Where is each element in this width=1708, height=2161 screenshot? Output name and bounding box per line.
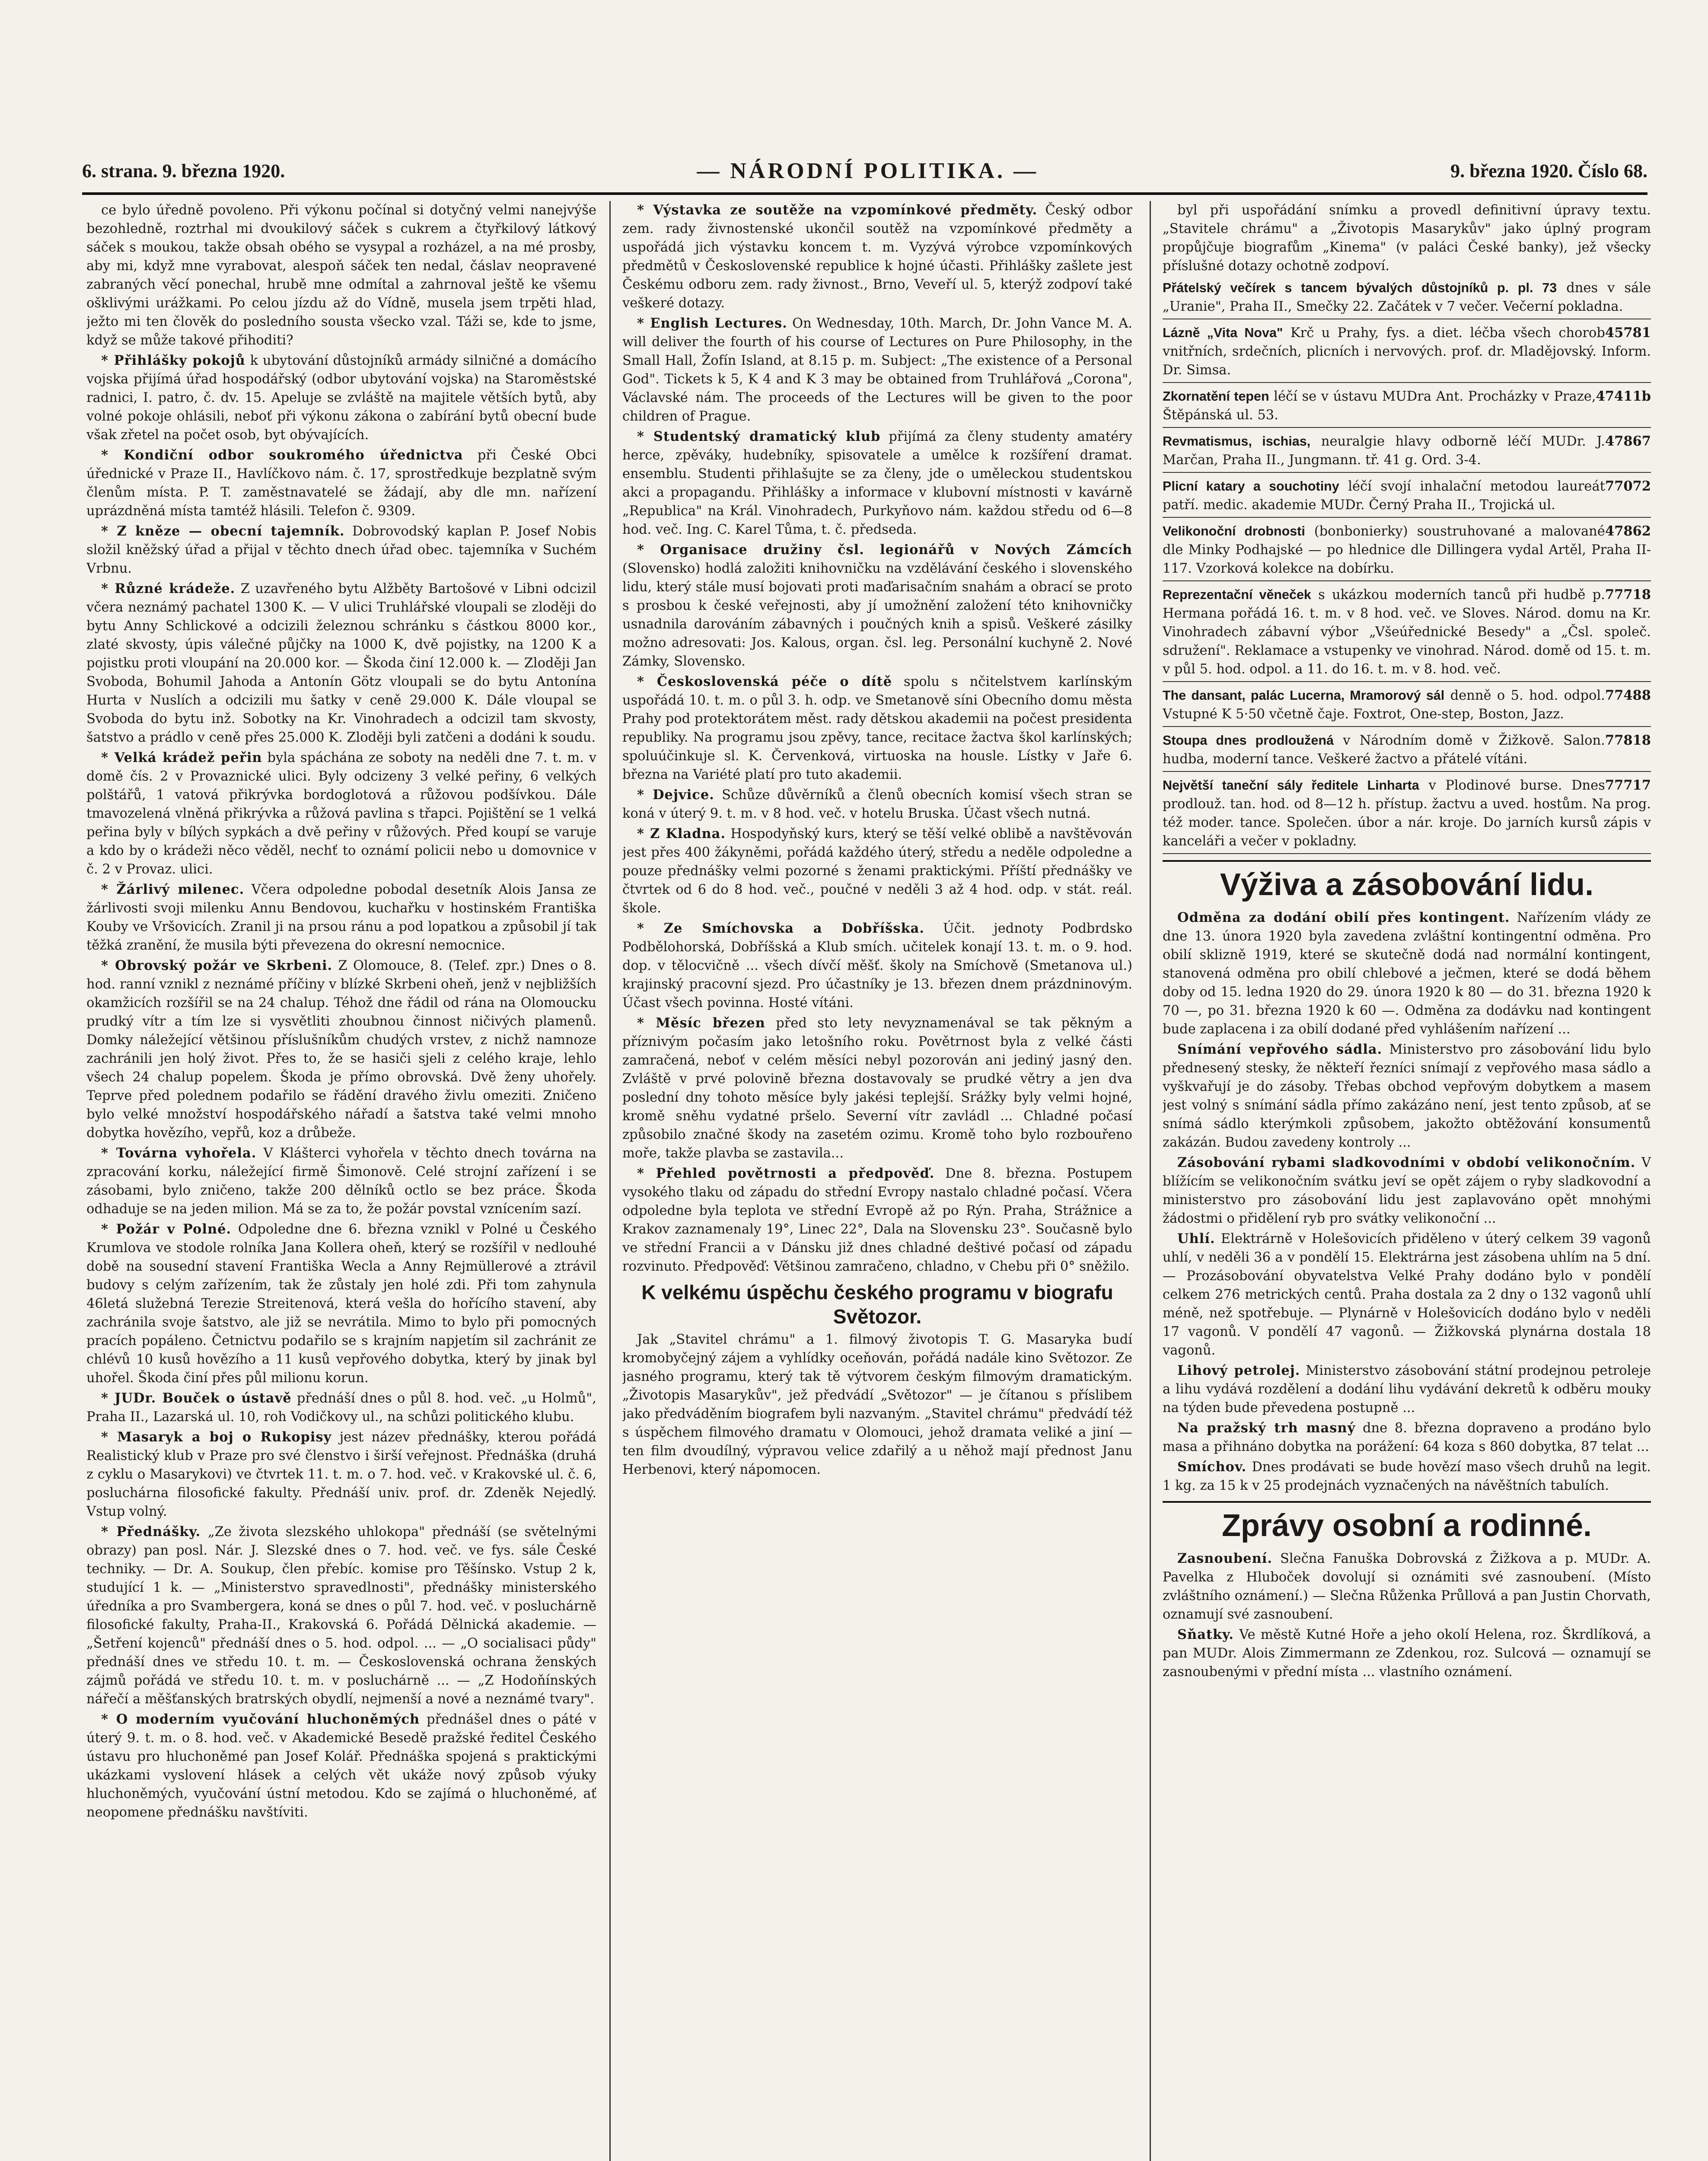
news-item-text: přednáší dnes o půl 8. hod. več. „u Holmů", Praha II., Lazarská ul. 10, roh Vodičkovy ul., na schůzi politického klubu. [86, 1391, 596, 1425]
news-item [86, 1220, 596, 1387]
news-item-text: Dnes prodávati se bude hovězí maso všech druhů na legit. 1 kg. za 15 k v 25 prodejnách vyznačených na návěštních tabulích. [1163, 1460, 1651, 1493]
ad-text: léčí svojí inhalační metodou laureát patří. medic. akademie MUDr. Černý Praha II., Trojická ul. [1163, 479, 1605, 513]
news-item-text: před sto lety nevyznamenával se tak pěkným a příznivým počasím jako letošního roku. Povětrnost byla z velké části zamračená, neboť v celém měsíci nebyl pozorován ani jediný jasný den. Zvláště v prvé polovině března dostavovaly se prudké větry a jen dva poslední dny tohoto měsíce byly jakési teplejší. Srážky byly velmi hojné, kromě sněhu vydatné pršelo. Severní vítr zavládl ... Chladné počasí způsobilo značné škody na zasetém ozimu. Kromě toho bylo rozbouřeno moře, takže plavba se zastavila... [622, 1016, 1132, 1161]
news-item-heading: * Československá péče o dítě [637, 674, 892, 689]
news-item-text: Hospodyňský kurs, který se těší velké oblibě a navštěvován jest přes 400 žákyněmi, pořádá každého úterý, středu a neděle odpoledne a pouze přednášky velmi pozorné s ženami praktickými. Příští přednášky ve čtvrtek od 6 do 8 hod. več., poučné v neděli 3 až 4 hod. odp. v stát. reál. škole. [622, 826, 1132, 916]
news-item [86, 749, 596, 879]
column-3 [1163, 201, 1651, 2161]
news-item-text: byla spáchána ze soboty na neděli dne 7. t. m. v domě čís. 2 v Provaznické ulici. Byly odcizeny 3 velké peřiny, 6 velkých polštářů, 1 vatová přikrývka bordoglotová a růžovou podšívkou. Dále tmavozelená vlněná přikrývka a růžová pavlina s třapci. Pojištění se 1 velká peřina byly v bílých sypkách a dvě peřiny v růžových. Před koupí se varuje a kdo by o krádeži něco věděl, nechť to oznámí policii nebo u domovnice v č. 2 v Provaz. ulici. [86, 750, 596, 877]
classified-ad [1163, 475, 1651, 518]
news-item-heading: Snímání vepřového sádla. [1177, 1042, 1383, 1057]
news-item-text: Včera odpoledne pobodal desetník Alois Jansa ze žárlivosti svoji milenku Annu Bendovou, kuchařku v hostinském Františka Kouby ve Vršovicích. Zranil ji na prsou ránu a pod lopatkou a způsobil jí tak těžká zranění, že musila býti převezena do okresní nemocnice. [86, 882, 596, 953]
news-item [1163, 1626, 1651, 1681]
news-item-text: Slečna Fanuška Dobrovská z Žižkova a p. MUDr. A. Pavelka z Hluboček dovolují si oznámiti své zasnoubení. (Místo zvláštního oznámení.) — Slečna Růženka Průllová a pan Justin Chorvath, oznamují své zasnoubení. [1163, 1551, 1651, 1622]
news-item-text: Ve městě Kutné Hoře a jeho okolí Helena, roz. Škrdlíková, a pan MUDr. Alois Zimmermann ze Zdenkou, roz. Sulcová — oznamují se zasnoubenými v přední místa ... vlastního oznámení. [1163, 1627, 1651, 1680]
news-item-text: Účit. jednoty Podbrdsko Podbělohorská, Dobříšská a Klub smích. učitelek konají 13. t. m. o 9. hod. dop. v tělocvičně ... všech dívčí měšť. školy na Smíchově (Smetanova ul.) krajinský pracovní sjezd. Pro účastníky je 13. březen dnem prázdninovým. Účast všech povinna. Hosté vítáni. [622, 921, 1132, 1010]
ad-text: neuralgie hlavy odborně léčí MUDr. J. Marčan, Praha II., Jungmann. tř. 41 g. Ord. 3-4. [1163, 434, 1605, 468]
advertisements [1163, 277, 1651, 854]
news-item-text: spolu s nčitelstvem karlínským uspořádá 10. t. m. o půl 3. h. odp. ve Smetanově síni Obecního domu města Prahy pod protektorátem měst. rady dětskou akademii na počest presidenta republiky. Na programu jsou zpěvy, tance, recitace žactva škol karlínských; spoluúčinkuje sl. K. Červenková, virtuoska na housle. Lístky v Jaře 6. března na Variété platí pro tuto akademii. [622, 674, 1132, 782]
classified-ad [1163, 430, 1651, 473]
news-item-heading: Odměna za dodání obilí přes kontingent. [1177, 910, 1510, 925]
nutrition-articles [1163, 908, 1651, 1495]
news-item-heading: * Kondiční odbor soukromého úřednictva [101, 447, 463, 463]
ad-title: Zkornatění tepen [1163, 389, 1269, 404]
news-item-text: Schůze důvěrníků a členů obecních komisí všech stran se koná v úterý 9. t. m. v 8 hod. več. v hotelu Bruska. Účast všech nutná. [622, 787, 1132, 821]
news-item [622, 786, 1132, 823]
ad-title: Revmatismus, ischias, [1163, 434, 1311, 449]
news-item-text: Z Olomouce, 8. (Telef. zpr.) Dnes o 8. hod. ranní vznikl z neznámé příčiny v blízké Skrbeni oheň, jenž v nejbližších okamžicích rozšířil se na 24 chalup. Téhož dne řádil od rána na Olomoucku prudký vítr a tím lze si vysvětliti zhoubnou činnost ničivých plamenů. Domky náležející většinou příslušníkům chudých vrstev, z nichž namnoze zachránili jen holý život. Přes to, že se hasiči sjeli z celého kraje, lehlo všech 24 chalup popelem. Škoda je přímo obrovská. Dvě ženy uhořely. Teprve před polednem podařilo se řádění dravého živlu omeziti. Zničeno bylo velké množství hospodářského nářadí a šatstva také velmi mnoho dobytka hovězího, vepřů, koz a drůbeže. [86, 958, 596, 1141]
news-item [1163, 1230, 1651, 1360]
news-item [1163, 1549, 1651, 1624]
news-item-text: přijímá za členy studenty amatéry herce, zpěváky, hudebníky, spisovatele a umělce k rozšíření dramat. ensemblu. Studenti přihlašujte se za členy, jde o uměleckou studentskou akci a propagandu. Přihlášky a informace v klubovní místnosti v kavárně „Republica" na Král. Vinohradech, Purkyňovo nám. každou středu od 6—8 hod. več. Ing. C. Karel Tůma, t. č. předseda. [622, 429, 1132, 537]
newspaper-title: — NÁRODNÍ POLITIKA. — [697, 158, 1039, 183]
ad-text: s ukázkou moderních tanců při hudbě p. Hermana pořádá 16. t. m. v 8 hod. več. ve Sloves. Národ. domu na Kr. Vinohradech zábavní výbor „Všeúřednické Besedy" a „Čsl. společ. sdružení". Reklamace a vstupenky ve vinohrad. Národ. domě od 15. t. m. v půl 5. hod. odpol. a 11. do 16. t. m. v 8. hod. več. [1163, 587, 1651, 677]
classified-ad [1163, 775, 1651, 854]
news-item-heading: * Masaryk a boj o Rukopisy [101, 1429, 332, 1445]
ad-title: Velikonoční drobnosti [1163, 524, 1305, 539]
news-item-heading: * Studentský dramatický klub [637, 429, 881, 444]
news-item-text: Z uzavřeného bytu Alžběty Bartošové v Libni odcizil včera neznámý pachatel 1300 K. — V ulici Truhlářské vloupali se zloději do bytu Anny Schlickové a odcizili železnou schránku s částkou 8000 kor., zlaté skvosty, úpis válečné půjčky na 1000 K, dvě pojistky, na 1200 K a pojistku proti vloupání na 20.000 kor. — Škoda činí 12.000 k. — Zloději Jan Svoboda, Bohumil Jahoda a Antonín Götz vloupali se do bytu Antonína Hurta v Nuslích a odcizili mu šatky v ceně 29.000 K. Dále vloupal se Svoboda do bytu inž. Sobotky na Kr. Vinohradech a odcizil tam skvosty, šatstvo a prádlo v ceně přes 25.000 K. Zloději byli zatčeni a dodáni k soudu. [86, 581, 596, 745]
page-header [82, 151, 1647, 190]
news-item-text: Ministerstvo zásobování státní prodejnou petroleje a lihu vydává rozdělení a dodání lihu vydávání dekretů k odběru mouky na týden bude převedena postupně ... [1163, 1363, 1651, 1415]
column-divider [1150, 201, 1151, 2161]
news-item-heading: * Měsíc březen [637, 1015, 765, 1031]
news-item-text: Nařízením vlády ze dne 13. února 1920 byla zavedena zvláštní kontingentní odměna. Pro obilí sklizně 1919, které se skutečně dodá nad normální kontingent, stanovená odměna pro obilí chlebové a ječmen, které se dodá během doby od 15. ledna 1920 do 29. února 1920 k 80 — do 31. března 1920 k 70 —, po 31. března 1920 k 60 —. Odměna za dodávku nad kontingent bude zaplacena i za obilí dodané před vyhlášením nařízení ... [1163, 910, 1651, 1037]
news-item-heading: * Z kněze — obecní tajemník. [101, 523, 345, 539]
news-item [86, 1428, 596, 1521]
classified-ad [1163, 322, 1651, 383]
ad-text: Krč u Prahy, fys. a diet. léčba všech chorob vnitřních, srdečních, plicních i nervových. prof. dr. Mladějovský. Inform. Dr. Simsa. [1163, 325, 1651, 378]
news-item-text: V blížícím se velikonočním svátku jeví se opět zájem o ryby sladkovodní a ministerstvo pro zásobování lidu jest zaplavováno opět mnohými žádostmi o přidělení ryb pro svátky velikonoční ... [1163, 1155, 1651, 1226]
news-item-text: (Slovensko) hodlá založiti knihovničku na vzdělávání českého i slovenského lidu, který stále musí bojovati proti maďarisačním snahám a obrací se proto s prosbou k české veřejnosti, aby jí umožnění založení této knihovničky usnadnila darováním zábavných i poučných knih a spisů. Veškeré zásilky možno adresovati: Jos. Kalous, organ. čsl. leg. Personální kuchyně 2. Nové Zámky, Slovensko. [622, 561, 1132, 669]
news-item-heading: Sňatky. [1177, 1627, 1234, 1642]
ad-text: (bonbonierky) soustruhované a malované dle Minky Podhajské — po hlednice dle Dillingera vydal Artěl, Praha II-117. Vzorková kolekce na dobírku. [1163, 524, 1651, 576]
news-item-text: k ubytování důstojníků armády silničné a domácího vojska přijímá úřad hospodářský (odbor ubytování vojska) na Staroměstské radnici, I. patro, č. dv. 15. Apeluje se zvláště na majitele větších bytů, aby volné pokoje ohlásili, neboť při výkonu zákona o zabírání bytů obecní bude však zřetel na počet osob, byt obývajících. [86, 353, 596, 443]
news-item [86, 880, 596, 955]
news-item-heading: * Přednášky. [101, 1524, 201, 1539]
news-item-heading: * Dejvice. [637, 787, 714, 803]
classified-ad [1163, 730, 1651, 772]
news-item-heading: Uhlí. [1177, 1231, 1215, 1246]
classified-ad [1163, 685, 1651, 727]
news-item-text: při České Obci úřednické v Praze II., Havlíčkovo nám. č. 17, sprostředkuje bezplatně svým členům místa. P. T. zaměstnavatelé se žádají, aby dle mn. nařízení uprázdněná místa tamtéž hlásili. Telefon č. 9309. [86, 448, 596, 519]
issue-date-number-right: 9. března 1920. Číslo 68. [1450, 160, 1647, 182]
ad-title: Lázně „Vita Nova" [1163, 325, 1283, 340]
ad-title: Stoupa dnes prodloužená [1163, 733, 1334, 748]
news-item-heading: Lihový petrolej. [1177, 1363, 1300, 1378]
news-item-text: Český odbor zem. rady živnostenské ukončil soutěž na vzpomínkové předměty a uspořádá jich výstavku koncem t. m. Vyzývá výrobce vzpomínkových předmětů v Československé republice k hojné účasti. Přihlášky zašlete jest Českému odboru zem. rady živnost., Brno, Veveří ul. 5, kterýž zodpoví také veškeré dotazy. [622, 203, 1132, 311]
news-item-text: ce bylo úředně povoleno. Při výkonu počínal si dotyčný velmi nanejvýše bezohledně, roztrhal mi dvoukilový sáček s cukrem a čtyřkilový látkový sáček s moukou, takže obsah obého se vysypal a rozházel, a na mé prosby, aby mi, když mne vyrabovat, alespoň sáček ten nedal, čáslav neopravené zabraných věcí ponechal, hrubě mne odmítal a zahrnoval ještě ke všemu ošklivými urážkami. Po celou jízdu až do Vídně, musela jsem trpěti hlad, ježto mi ten člověk do posledního sousta všecko vzal. Táži se, kde to jsme, když se může takové přihoditi? [86, 203, 596, 348]
section-heading-nutrition: Výživa a zásobování lidu. [1163, 860, 1651, 904]
news-item-text: jest název přednášky, kterou pořádá Realistický klub v Praze pro své členstvo i širší veřejnost. Přednáška (druhá z cyklu o Masarykovi) ve čtvrtek 11. t. m. o 7. hod. več. v Krakovské ul. č. 6, posluchárna filosofické fakulty. Přednáší univ. prof. dr. Zdeněk Nejedlý. Vstup volný. [86, 1430, 596, 1519]
ad-number: 47862 [1605, 523, 1651, 539]
news-item-heading: * Přehled povětrnosti a předpověď. [637, 1166, 935, 1181]
ad-number: 77818 [1605, 733, 1651, 748]
header-rule [82, 192, 1647, 195]
ad-title: Plicní katary a souchotiny [1163, 479, 1339, 494]
column-divider [609, 201, 611, 2161]
news-item [1163, 908, 1651, 1039]
news-item-heading: * Požár v Polné. [101, 1221, 232, 1237]
news-item-heading: * Výstavka ze soutěže na vzpomínkové předměty. [637, 202, 1038, 218]
news-item [86, 1144, 596, 1218]
news-item [86, 1710, 596, 1822]
ad-title: The dansant, palác Lucerna, Mramorový sál [1163, 688, 1445, 703]
news-item [86, 1523, 596, 1708]
news-item-heading: * Ze Smíchovska a Dobříšska. [637, 921, 925, 936]
news-item [86, 580, 596, 747]
ad-title: Reprezentační věneček [1163, 587, 1311, 602]
classified-ad [1163, 520, 1651, 581]
ad-text: léčí se v ústavu MUDra Ant. Procházky v Praze, Štěpánská ul. 53. [1163, 389, 1596, 423]
news-item-heading: * Velká krádež peřin [101, 750, 262, 765]
news-item [622, 1164, 1132, 1276]
news-item [1163, 1040, 1651, 1152]
news-item-text: přednášel dnes o páté v úterý 9. t. m. o 8. hod. več. v Akademické Besedě pražské ředitel Českého ústavu pro hluchoněmé pan Josef Kolář. Přednáška spojená s praktickými ukázkami vyslovení hlásek a celých vět ukáže nový způsob výuky hluchoněmých, vyučování ústní metodou. Kdo se zajímá o hluchoněmé, ať neopomene přednášku navštíviti. [86, 1712, 596, 1820]
news-item [1163, 1154, 1651, 1228]
news-item [86, 201, 596, 350]
ad-number: 77488 [1605, 688, 1651, 703]
promo-headline: K velkému úspěchu českého programu v biografu Světozor. [641, 1281, 1113, 1328]
news-item-heading: * Továrna vyhořela. [101, 1145, 257, 1161]
section-heading-personal: Zprávy osobní a rodinné. [1163, 1501, 1651, 1545]
news-item-heading: * Z Kladna. [637, 826, 726, 841]
ad-text: denně o 5. hod. odpol. Vstupné K 5·50 včetně čaje. Foxtrot, One-step, Boston, Jazz. [1163, 688, 1605, 722]
ad-title: Největší taneční sály ředitele Linharta [1163, 778, 1419, 793]
ad-number: 47411b [1596, 389, 1651, 404]
news-item [622, 673, 1132, 784]
news-item-text: Elektrárně v Holešovicích přiděleno v úterý celkem 39 vagonů uhlí, v neděli 36 a v pondělí 15. Elektrárna jest zásobena uhlím na 5 dní. — Prozásobování obyvatelstva Velké Prahy dodáno bylo v pondělí celkem 276 metrických centů. Praha dostala za 2 dny o 132 vagonů uhlí méně, než spotřebuje. — Plynárně v Holešovicích dodáno bylo v neděli 17 vagonů. V pondělí 47 vagonů. — Žižkovská plynárna dostala 18 vagonů. [1163, 1231, 1651, 1358]
news-item [622, 314, 1132, 426]
news-item-heading: Na pražský trh masný [1177, 1420, 1356, 1436]
news-item [86, 1389, 596, 1426]
ad-title: Přátelský večírek s tancem bývalých důstojníků p. pl. 73 [1163, 280, 1557, 295]
page-number-date-left: 6. strana. 9. března 1920. [82, 160, 285, 182]
classified-ad [1163, 386, 1651, 428]
column-2 [622, 201, 1132, 2161]
news-item-heading: Smíchov. [1177, 1459, 1247, 1475]
news-item [86, 522, 596, 578]
news-item [1163, 1419, 1651, 1456]
news-item-text: Ministerstvo pro zásobování lidu bylo přednesený stesky, že někteří řezníci snímají z vepřového masa sádlo a vyškvařují je do zásoby. Třebas obchod vepřovým dobytkem a masem jest volný s snímání sádla přímo zakázáno není, jest tento způsob, ať se snímá sádlo kterýmkoli způsobem, jakožto obtěžování konsumentů zakázán. Budou zavedeny kontroly ... [1163, 1042, 1651, 1150]
ad-number: 45781 [1605, 325, 1651, 341]
ad-number: 47867 [1605, 433, 1651, 449]
news-item [86, 351, 596, 444]
news-item [622, 201, 1132, 312]
ad-number: 77072 [1605, 478, 1651, 494]
news-item-text: Dobrovodský kaplan P. Josef Nobis složil kněžský úřad a přijal v těchto dnech úřad obec. tajemníka v Suchém Vrbnu. [86, 524, 596, 576]
ad-text: dnes v sále „Uranie", Praha II., Smečky 22. Začátek v 7 večer. Večerní pokladna. [1163, 280, 1651, 314]
ad-text: v Národním domě v Žižkově. Salon. hudba, moderní tance. Veškeré žactvo a přátelé vítáni. [1163, 733, 1605, 767]
column-1 [86, 201, 596, 2161]
classified-ad [1163, 584, 1651, 682]
ad-text: v Plodinové burse. Dnes prodlouž. tan. hod. od 8—12 h. přístup. žactvu a uved. hostům. Na prog. též moder. tance. Společen. úbor a nár. kroje. Do jarních kursů zápis v kanceláři a večer v pokladny. [1163, 778, 1651, 849]
article-body: Jak „Stavitel chrámu" a 1. filmový životopis T. G. Masaryka budí kromobyčejný zájem a vyhlídky oceňován, pořádá nadále kino Světozor. Ze jasného programu, který tak tě výtvorem českým filmovým dramatickým. „Životopis Masarykův", jež předvádí „Světozor" — je čítanou s příslibem jako předváděním biografem byli nazvaným. „Stavitel chrámu" předvádí též s úspěchem filmového dramatu v Olomouci, jehož dramata veliké a jiní — ten film dvoudílný, výpravou velice zdařilý a u něhož mají přednost Janu Herbenovi, který nápomocen. [622, 1332, 1132, 1477]
ad-number: 77717 [1605, 778, 1651, 793]
news-item [1163, 1458, 1651, 1495]
news-item-heading: * Žárlivý milenec. [101, 882, 245, 897]
news-item [622, 825, 1132, 918]
news-item-heading: * Obrovský požár ve Skrbeni. [101, 958, 333, 973]
news-item-heading: Zasnoubení. [1177, 1551, 1273, 1566]
news-item-heading: * Různé krádeže. [101, 581, 236, 596]
news-item [622, 541, 1132, 671]
news-item-heading: * English Lectures. [637, 316, 787, 331]
news-item-text: Dne 8. března. Postupem vysokého tlaku od západu do střední Evropy nastalo chladné počasí. Včera odpoledne byla teplota ve střední Evropě až po Rýn. Praha, Strážnice a Krakov zaznamenaly 19°, Linec 22°, Dala na Slovensku 23°. Současně bylo ve střední Francii a v Dánsku již dnes chladné deštivé počasí od západu rozvinuto. Předpověď: Většinou zamračeno, chladno, v Chebu při 0° sněžilo. [622, 1166, 1132, 1274]
news-item [1163, 1361, 1651, 1417]
news-item-heading: * O moderním vyučování hluchoněmých [101, 1712, 420, 1727]
news-item [622, 1014, 1132, 1163]
news-item-heading: * JUDr. Bouček o ústavě [101, 1390, 292, 1406]
news-item-text: dne 8. března dopraveno a prodáno bylo masa a přihnáno dobytka na porážení: 64 koza s 860 dobytka, 87 telat ... [1163, 1421, 1651, 1454]
article-continuation: byl při uspořádání snímku a provedl definitivní úpravy textu. „Stavitele chrámu" a „Životopis Masarykův" jako úplný program propůjčuje biografům „Kinema" (v paláci České banky), jež všecky příslušné dotazy ochotně zodpoví. [1163, 203, 1651, 274]
news-item [86, 446, 596, 520]
news-item-text: On Wednesday, 10th. March, Dr. John Vance M. A. will deliver the fourth of his course of Lectures on Pure Philosophy, in the Small Hall, Žofín Island, at 8.15 p. m. Subject: „The existence of a Personal God". Tickets k 5, K 4 and K 3 may be obtained from Truhlářová „Corona", Václavské nám. The proceeds of the Lectures will be given to the poor children of Prague. [622, 316, 1132, 424]
news-item-heading: * Přihlášky pokojů [101, 353, 245, 368]
news-item-text: V Klášterci vyhořela v těchto dnech továrna na zpracování korku, náležející firmě Šimonově. Celé strojní zařízení i se zásobami, bylo zničeno, takže 200 dělníků octlo se bez práce. Škoda odhaduje se na jeden milion. Má se za to, že požár povstal vznícením sazí. [86, 1146, 596, 1217]
news-item-heading: * Organisace družiny čsl. legionářů v Nových Zámcích [637, 542, 1132, 558]
news-item-heading: Zásobování rybami sladkovodními v období velikonočním. [1177, 1155, 1636, 1170]
ad-number: 77718 [1605, 587, 1651, 602]
news-item [86, 956, 596, 1142]
personal-news [1163, 1549, 1651, 1681]
classified-ad [1163, 277, 1651, 319]
news-item-text: Odpoledne dne 6. března vznikl v Polné u Českého Krumlova ve stodole rolníka Jana Kollera oheň, který se rozšířil v nedlouhé době na sousední stavení Františka Wecla a Anny Rejmüllerové a ztrávil budovy s celým zařízením, tak že zůstaly jen holé zdi. Při tom zahynula 46letá služebná Terezie Streitenová, která vešla do hořícího stavení, aby zachránila svoje šatstvo, ale již se nevrátila. Mimo to bylo při pomocných pracích popáleno. Četnictvu podařilo se s krajním napjetím sil zachránit ze chlévů 10 kusů hovězího a 11 kusů vepřového dobytka, který by jinak byl uhořel. Škoda činí přes půl milionu korun. [86, 1222, 596, 1386]
news-item [622, 427, 1132, 539]
news-item [622, 919, 1132, 1012]
news-item-text: „Ze života slezského uhlokopa" přednáší (se světelnými obrazy) pan posl. Nár. J. Slezské dnes o 7. hod. več. ve fys. sále České techniky. — Dr. A. Soukup, člen přebíc. komise pro Těšínsko. Vstup 2 k, studující 1 k. — „Ministerstvo spravedlnosti", přednášky ministerského úředníka a pro Svambergera, koná se dnes o půl 7. hod. več. v posluchárně filosofické fakulty, Praha-II., Krakovská 6. Pořádá Dělnická akademie. — „Šetření kojenců" přednáší dnes o 5. hod. odpol. ... — „O socialisaci půdy" přednáší dnes ve středu 10. t. m. — Československá ochrana ženských zájmů pořádá ve středu 10. t. m. v posluchárně ... — „Z Hodoňínských nářečí a měšťanských bratrských obydlí, nejmenší a nové a neznámé tvary". [86, 1524, 596, 1707]
